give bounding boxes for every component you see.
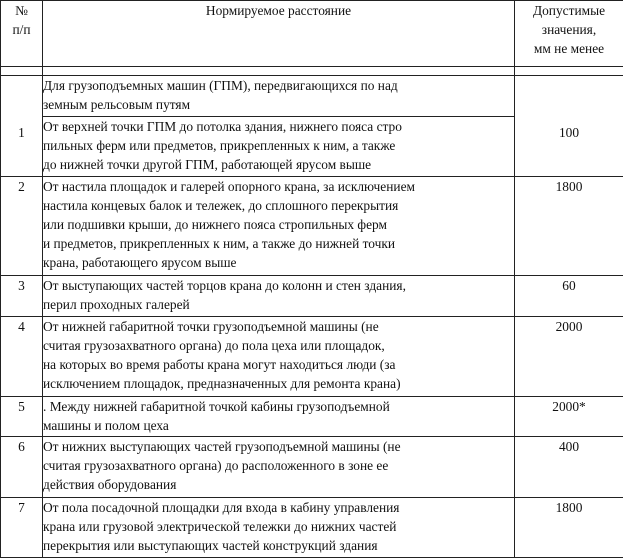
row-description-line: . Между нижней габаритной точкой кабины грузоподъемной <box>43 398 390 414</box>
row-description-line: или подшивки крыши, до нижнего пояса стропильных ферм <box>43 216 388 232</box>
header-value-line-2: значения, <box>541 22 597 37</box>
row-description-line: От верхней точки ГПМ до потолка здания, нижнего пояса стро <box>43 118 402 134</box>
row-description-line: на которых во время работы крана могут находиться люди (за <box>43 356 396 372</box>
row-description-line: пильных ферм или предметов, прикрепленных к ним, а также <box>43 137 396 153</box>
row-description-line: машины и полом цеха <box>43 417 169 433</box>
header-description-cell <box>43 1 515 67</box>
row-number-cell <box>1 316 43 396</box>
row-value: 2000 <box>555 318 583 334</box>
row-description-cell <box>43 276 515 317</box>
row-value: 100 <box>558 125 580 140</box>
header-value-cell <box>515 1 623 67</box>
section-title-line: Для грузоподъемных машин (ГПМ), передвигающихся по над <box>43 78 398 93</box>
row-value-cell <box>515 76 623 177</box>
row-description-line: действия оборудования <box>43 477 177 493</box>
row-number: 7 <box>18 499 25 515</box>
row-description-line: считая грузозахватного органа) до пола цеха или площадок, <box>43 337 385 353</box>
row-number: 2 <box>18 178 25 194</box>
row-value-cell <box>515 396 623 437</box>
section-title-line: земным рельсовым путям <box>43 97 191 112</box>
row-description-line: перекрытия или выступающих частей конструкций здания <box>43 537 378 553</box>
row-description-cell <box>43 396 515 437</box>
header-number-abbr: п/п <box>12 22 31 37</box>
header-description-label: Нормируемое расстояние <box>205 3 352 18</box>
row-description-cell <box>43 497 515 557</box>
section-header-row <box>1 76 623 117</box>
row-value-cell <box>515 497 623 557</box>
row-number: 5 <box>18 398 25 414</box>
row-description-line: и предметов, прикрепленных к ним, а также до нижней точки <box>43 235 396 251</box>
table-row <box>1 437 623 497</box>
row-number: 3 <box>18 278 25 294</box>
row-value-cell <box>515 176 623 276</box>
row-description-line: настила концевых балок и тележек, до сплошного перекрытия <box>43 197 399 213</box>
row-description-cell <box>43 316 515 396</box>
row-description-line: крана, работающего ярусом выше <box>43 254 237 270</box>
row-number-cell <box>1 497 43 557</box>
row-description-cell <box>43 176 515 276</box>
row-value: 60 <box>562 278 576 294</box>
row-value-cell <box>515 276 623 317</box>
row-number: 1 <box>18 125 25 140</box>
spacer-cell <box>1 67 43 76</box>
table-header-row <box>1 1 623 67</box>
spacer-cell <box>43 67 515 76</box>
row-description-line: От настила площадок и галерей опорного крана, за исключением <box>43 178 415 194</box>
row-description-line: исключением площадок, предназначенных для ремонта крана) <box>43 375 401 391</box>
table-row <box>1 497 623 557</box>
header-number-cell <box>1 1 43 67</box>
row-description-line: От нижней габаритной точки грузоподъемной машины (не <box>43 318 379 334</box>
row-number: 4 <box>18 318 25 334</box>
row-description-line: От нижних выступающих частей грузоподъемной машины (не <box>43 439 401 455</box>
section-number-cell <box>1 76 43 177</box>
row-number-cell <box>1 276 43 317</box>
row-value-cell <box>515 316 623 396</box>
row-description-line: крана или грузовой электрической тележки до нижних частей <box>43 518 397 534</box>
table-row <box>1 276 623 317</box>
row-number-cell <box>1 396 43 437</box>
table-row <box>1 396 623 437</box>
row-value: 1800 <box>555 178 583 194</box>
row-description-line: От пола посадочной площадки для входа в кабину управления <box>43 499 400 515</box>
row-description-line: перил проходных галерей <box>43 297 190 313</box>
header-value-line-3: мм не менее <box>533 41 605 56</box>
row-description-cell <box>43 437 515 497</box>
row-value: 1800 <box>555 499 583 515</box>
row-value: 400 <box>558 439 580 455</box>
row-number-cell <box>1 437 43 497</box>
row-number-cell <box>1 176 43 276</box>
row-number: 6 <box>18 439 25 455</box>
spacer-row <box>1 67 623 76</box>
spacer-cell <box>515 67 623 76</box>
table-body <box>1 67 623 558</box>
row-description-cell <box>43 116 515 176</box>
header-value-line-1: Допустимые <box>532 3 606 18</box>
row-value-cell <box>515 437 623 497</box>
table-row <box>1 176 623 276</box>
row-description-line: до нижней точки другой ГПМ, работающей ярусом выше <box>43 156 372 172</box>
header-number-symbol: № <box>15 3 28 18</box>
section-title-cell <box>43 76 515 117</box>
row-value: 2000* <box>552 398 586 414</box>
row-description-line: считая грузозахватного органа) до расположенного в зоне ее <box>43 458 389 474</box>
table-row <box>1 316 623 396</box>
row-description-line: От выступающих частей торцов крана до колонн и стен здания, <box>43 278 406 294</box>
